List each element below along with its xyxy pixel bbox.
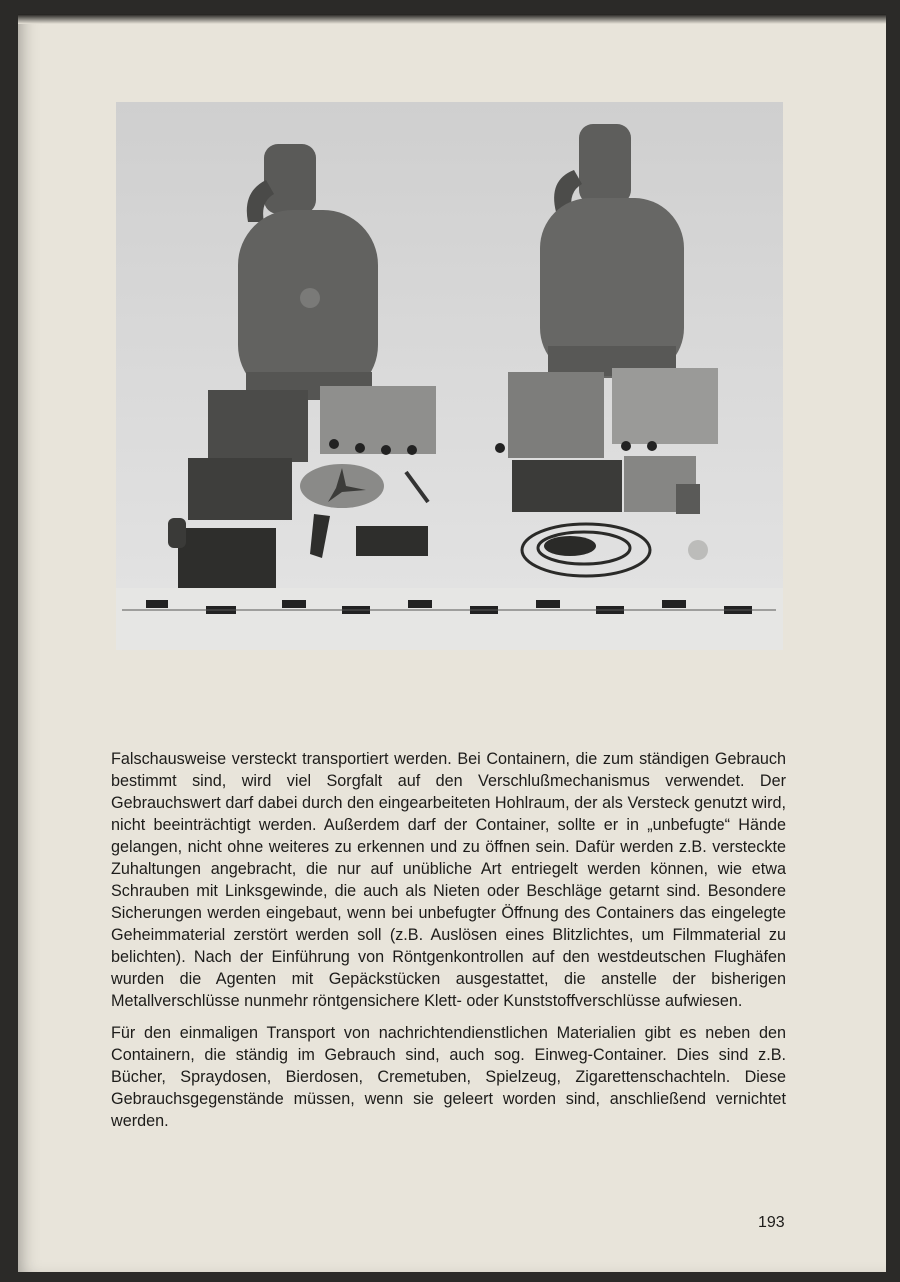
- left-disassembled-parts: [168, 386, 436, 596]
- left-gas-cylinder: [238, 144, 378, 400]
- body-paragraph-2: Für den einmaligen Transport von nachrichtendienstlichen Materialien gibt es neben den Containern, die ständig im Gebrauch sind, auch sog. Einweg-Container. Dies sind z.B. Bücher, Spraydosen, Bierdosen, Cremetuben, Spielzeug, Zigarettenschachteln. Diese Gebrauchsgegenstände müssen, wenn sie geleert worden sind, anschließend vernichtet werden.: [111, 1024, 786, 1130]
- right-gas-cylinder: [540, 124, 684, 378]
- body-paragraph-1: Falschausweise versteckt transportiert werden. Bei Containern, die zum ständigen Gebrauch bestimmt sind, wird viel Sorgfalt auf den Verschlußmechanismus verwendet. Der Gebrauchswert darf dabei durch den eingearbeiteten Hohlraum, der als Versteck genutzt wird, nicht beeinträchtigt werden. Außerdem darf der Container, sollte er in „unbefugte“ Hände gelangen, nicht ohne weiteres zu erkennen und zu öffnen sein. Dafür werden z.B. versteckte Zuhaltungen angebracht, die nur auf unübliche Art entriegelt werden können, wie etwa Schrauben mit Linksgewinde, die auch als Nieten oder Beschläge getarnt sind. Besondere Sicherungen werden eingebaut, wenn bei unbefugter Öffnung des Containers das eingelegte Geheimmaterial zerstört werden soll (z.B. Auslösen eines Blitzlichtes, um Filmmaterial zu belichten). Nach der Einführung von Röntgenkontrollen auf den westdeutschen Flughäfen wurden die Agenten mit Gepäckstücken ausgestattet, die anstelle der bisherigen Metallverschlüsse nunmehr röntgensichere Klett- oder Kunststoffverschlüsse aufwiesen.: [111, 750, 786, 1010]
- photo-illustration: [116, 102, 783, 650]
- measurement-scale: [116, 588, 783, 650]
- book-page: [18, 14, 886, 1272]
- page-top-edge: [18, 14, 886, 24]
- right-disassembled-parts: [495, 368, 718, 576]
- body-text: [111, 748, 786, 1132]
- photo-gas-cylinder-containers: [116, 102, 783, 650]
- page-number: 193: [758, 1214, 785, 1231]
